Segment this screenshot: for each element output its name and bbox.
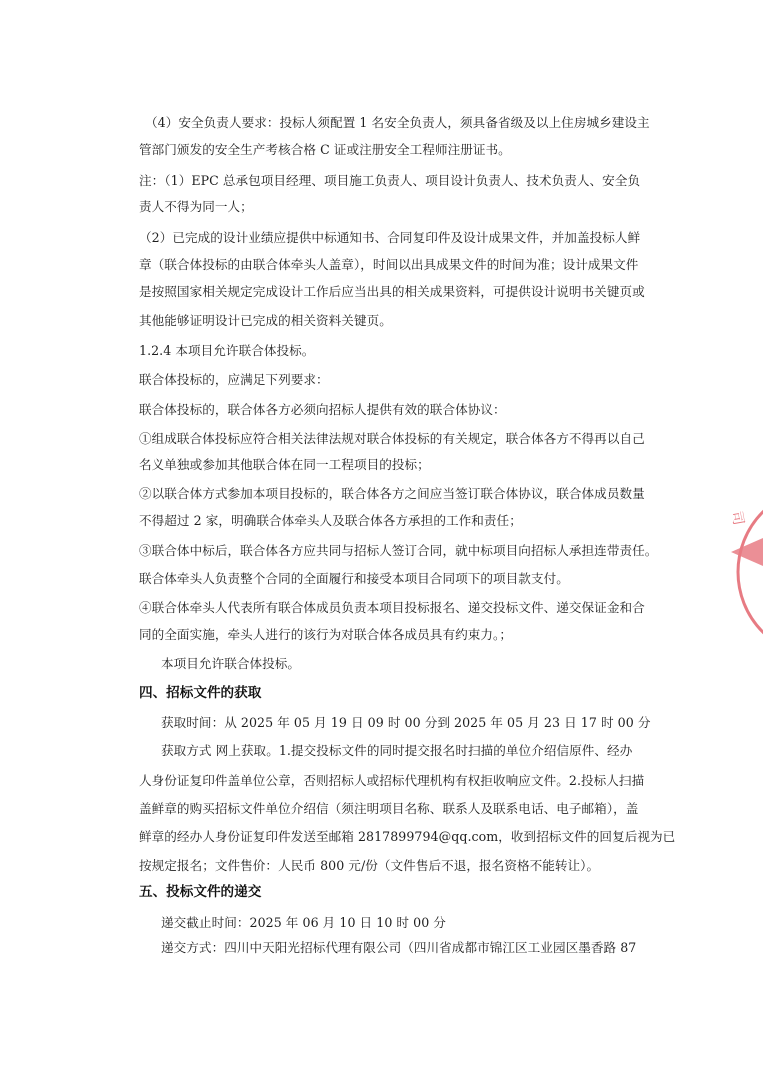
paragraph-line: 获取方式 网上获取。1.提交投标文件的同时提交报名时扫描的单位介绍信原件、经办 — [161, 743, 633, 758]
paragraph-line: 其他能够证明设计已完成的相关资料关键页。 — [139, 313, 392, 328]
paragraph-line: 同的全面实施，牵头人进行的该行为对联合体各成员具有约束力。； — [139, 627, 513, 642]
paragraph-line: 联合体投标的，应满足下列要求： — [139, 372, 329, 387]
paragraph-line: 递交截止时间：2025 年 06 月 10 日 10 时 00 分 — [161, 915, 446, 930]
paragraph-line: 联合体投标的，联合体各方必须向招标人提供有效的联合体协议： — [139, 402, 506, 417]
paragraph-line: 本项目允许联合体投标。 — [161, 656, 301, 671]
paragraph-line: 联合体牵头人负责整个合同的全面履行和接受本项目合同项下的项目款支付。 — [139, 571, 569, 586]
paragraph-line: 1.2.4 本项目允许联合体投标。 — [139, 343, 315, 358]
seal-graphic — [723, 482, 763, 662]
paragraph-line: 盖鲜章的购买招标文件单位介绍信（须注明项目名称、联系人及联系电话、电子邮箱），盖 — [139, 801, 639, 816]
paragraph-line: ③联合体中标后，联合体各方应共同与招标人签订合同，就中标项目向招标人承担连带责任。 — [139, 543, 658, 558]
paragraph-line: ②以联合体方式参加本项目投标的，联合体各方之间应当签订联合体协议，联合体成员数量 — [139, 486, 645, 501]
paragraph-line: 是按照国家相关规定完成设计工作后应当出具的相关成果资料，可提供设计说明书关键页或 — [139, 284, 645, 299]
paragraph-line: ①组成联合体投标应符合相关法律法规对联合体投标的有关规定，联合体各方不得再以自己 — [139, 431, 645, 446]
paragraph-line: 鲜章的经办人身份证复印件发送至邮箱 2817899794@qq.com，收到招标文件的回复后视为已 — [139, 829, 676, 844]
red-seal-stamp — [723, 482, 763, 662]
paragraph-line: （4）安全负责人要求：投标人须配置 1 名安全负责人，须具备省级及以上住房城乡建设主 — [145, 115, 650, 130]
paragraph-line: 章（联合体投标的由联合体牵头人盖章），时间以出具成果文件的时间为准；设计成果文件 — [139, 257, 639, 272]
paragraph-line: 管部门颁发的安全生产考核合格 C 证或注册安全工程师注册证书。 — [139, 142, 511, 157]
paragraph-line: 注：（1）EPC 总承包项目经理、项目施工负责人、项目设计负责人、技术负责人、安全负 — [139, 173, 641, 188]
seal-text: 司 — [728, 509, 747, 527]
paragraph-line: 责人不得为同一人； — [139, 199, 253, 214]
paragraph-line: 按规定报名；文件售价：人民币 800 元/份（文件售后不退，报名资格不能转让）。 — [139, 858, 600, 873]
paragraph-line: ④联合体牵头人代表所有联合体成员负责本项目投标报名、递交投标文件、递交保证金和合 — [139, 600, 645, 615]
paragraph-line: 不得超过 2 家，明确联合体牵头人及联合体各方承担的工作和责任； — [139, 513, 522, 528]
paragraph-line: 获取时间：从 2025 年 05 月 19 日 09 时 00 分到 2025 年 05 月 23 日 17 时 00 分 — [161, 715, 651, 730]
paragraph-line: 名义单独或参加其他联合体在同一工程项目的投标； — [139, 457, 430, 472]
paragraph-line: 递交方式：四川中天阳光招标代理有限公司（四川省成都市锦江区工业园区墨香路 87 — [161, 940, 637, 955]
paragraph-line: 人身份证复印件盖单位公章，否则招标人或招标代理机构有权拒收响应文件。2.投标人扫描 — [139, 773, 645, 788]
section-heading-4: 四、招标文件的获取 — [139, 685, 262, 701]
section-heading-5: 五、投标文件的递交 — [139, 884, 262, 900]
paragraph-line: （2）已完成的设计业绩应提供中标通知书、合同复印件及设计成果文件，并加盖投标人鲜 — [139, 230, 641, 245]
